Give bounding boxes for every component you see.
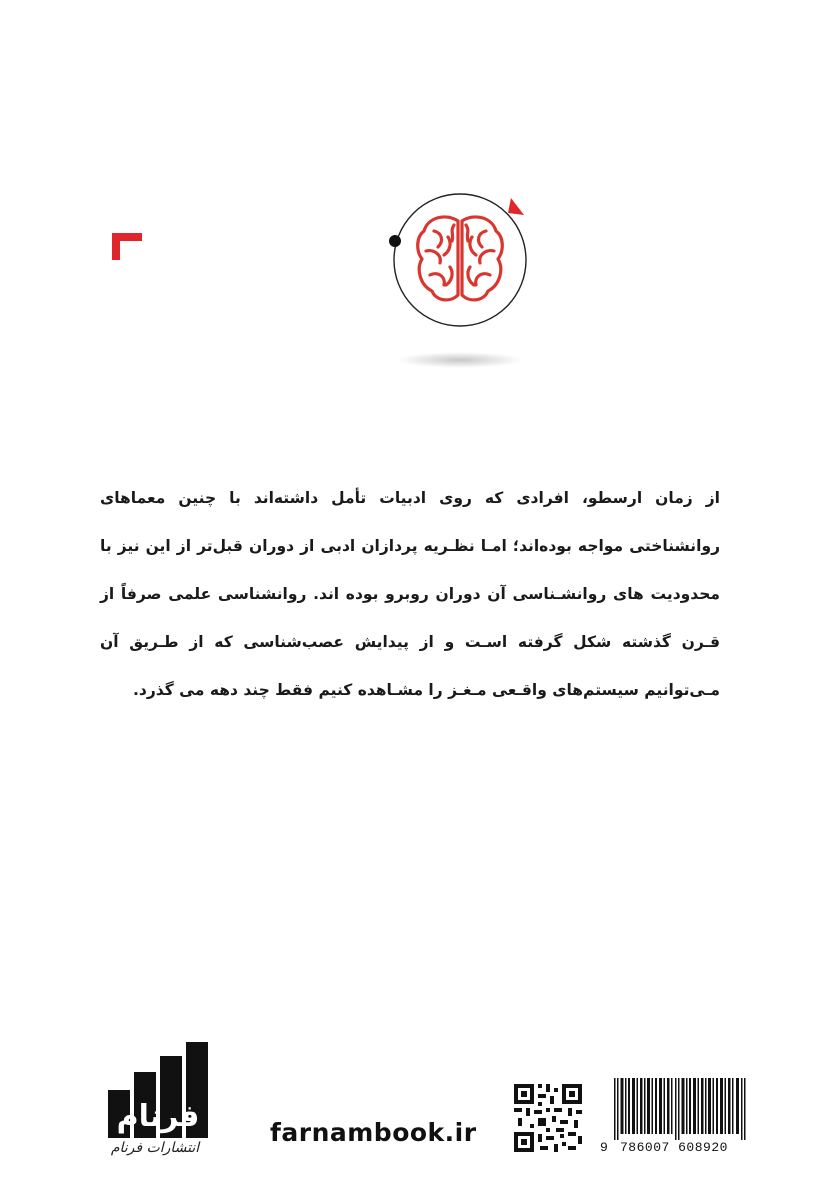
publisher-name: انتشارات فرنام (110, 1140, 200, 1156)
isbn-digits: 786007 608920 (620, 1140, 728, 1155)
corner-mark-icon (112, 233, 142, 260)
isbn-lead-digit: 9 (600, 1140, 608, 1155)
isbn-barcode (600, 1078, 748, 1160)
website-link[interactable]: farnambook.ir (270, 1118, 477, 1147)
publisher-logo-text: فرنام (116, 1099, 200, 1134)
blurb-paragraph: از زمان ارسطو، افرادی که روی ادبیات تأمل داشته‌اند با چنین معماهای روانشناختی مواجه بوده‌اند؛ امـا نظـریه پردازان ادبی از دوران قبل‌تر از این نیز با محدودیت های روانشـناسی آن دوران روبرو بوده اند. روانشناسی علمی صرفاً از قـرن گذشته شکل گرفته اسـت و از پیدایش عصب‌شناسی که از طـریق آن مـی‌توانیم سیستم‌های واقـعی مـغـز را مشـاهده کنیم فقط چند دهه می گذرد. (100, 488, 720, 699)
barcode-icon (614, 1078, 746, 1140)
brain-icon (380, 185, 540, 375)
qr-code-icon (512, 1082, 584, 1154)
